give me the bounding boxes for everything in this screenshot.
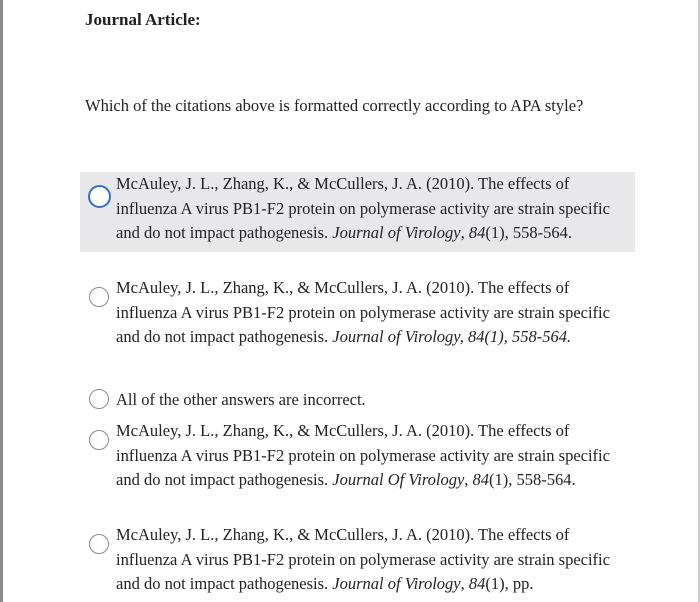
option-4-issue: (1) xyxy=(489,470,509,489)
option-1-authors-title: McAuley, J. L., Zhang, K., & McCullers, J. A. (2010). The effects of influenza A virus PB1-F2 protein on polymerase activity are strain specific and do not impact pathogenesis. xyxy=(116,174,610,242)
option-4-authors-title: McAuley, J. L., Zhang, K., & McCullers, J. A. (2010). The effects of influenza A virus PB1-F2 protein on polymerase activity are strain specific and do not impact pathogenesis. xyxy=(116,421,610,489)
option-4-citation xyxy=(116,419,623,493)
option-1-separator: , xyxy=(460,223,469,242)
option-1-issue: (1) xyxy=(485,223,505,242)
option-4-volume: 84 xyxy=(472,470,490,489)
section-heading: Journal Article: xyxy=(85,10,201,29)
option-5-authors-title: McAuley, J. L., Zhang, K., & McCullers, J. A. (2010). The effects of influenza A virus PB1-F2 protein on polymerase activity are strain specific and do not impact pathogenesis. xyxy=(116,525,610,593)
answer-option-4[interactable] xyxy=(80,419,635,493)
answer-option-5[interactable] xyxy=(80,523,635,597)
left-edge-border xyxy=(0,0,3,602)
option-5-volume: 84 xyxy=(468,574,486,593)
option-1-volume: 84 xyxy=(468,223,486,242)
option-5-journal: Journal of Virology xyxy=(332,574,461,593)
answer-option-3[interactable] xyxy=(80,388,635,413)
option-5-issue: (1) xyxy=(485,574,505,593)
radio-button-icon[interactable] xyxy=(89,287,109,307)
option-4-separator: , xyxy=(464,470,473,489)
radio-button-selected-icon[interactable] xyxy=(88,185,111,208)
option-4-pages: , 558-564. xyxy=(508,470,576,489)
option-4-journal: Journal Of Virology xyxy=(332,470,465,489)
option-1-pages: , 558-564. xyxy=(504,223,572,242)
option-5-separator: , xyxy=(460,574,469,593)
option-1-citation xyxy=(116,172,623,246)
question-text: Which of the citations above is formatted correctly according to APA style? xyxy=(85,96,584,115)
option-2-authors-title: McAuley, J. L., Zhang, K., & McCullers, J. A. (2010). The effects of influenza A virus PB1-F2 protein on polymerase activity are strain specific and do not impact pathogenesis. xyxy=(116,278,610,346)
answer-option-2[interactable] xyxy=(80,276,635,350)
option-3-text: All of the other answers are incorrect. xyxy=(116,390,366,409)
answer-option-1[interactable] xyxy=(80,172,635,252)
radio-button-icon[interactable] xyxy=(89,389,109,409)
option-5-citation xyxy=(116,523,623,597)
radio-button-icon[interactable] xyxy=(89,430,109,450)
option-5-pages: , pp. xyxy=(504,574,534,593)
option-2-citation xyxy=(116,276,623,350)
option-1-journal: Journal of Virology xyxy=(332,223,461,242)
radio-button-icon[interactable] xyxy=(89,534,109,554)
option-2-journal-volume-issue-pages: Journal of Virology, 84(1), 558-564. xyxy=(332,327,572,346)
